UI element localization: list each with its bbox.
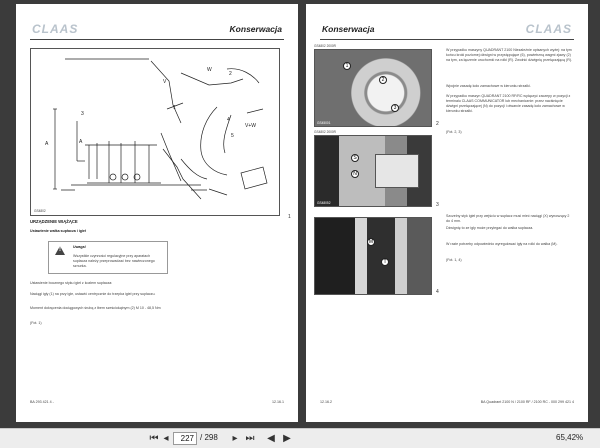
page-header [30, 22, 284, 40]
knotter-diagram [30, 48, 280, 216]
diagram-label-5: 5 [231, 133, 234, 139]
figure-3-id: GS4802 2000R [314, 130, 336, 134]
prev-page-icon[interactable]: ◂ [163, 433, 169, 444]
figure-id: GS4802 [34, 209, 46, 213]
page-number-input[interactable]: 227 [173, 432, 197, 445]
warning-title: Uwaga! [73, 245, 86, 249]
page-total: / 298 [200, 433, 218, 442]
warning-box [48, 241, 168, 274]
first-page-icon[interactable]: ⏮ [149, 433, 159, 444]
text-block-1-p1: W przypadku maszyny QUADRANT 2100 Niezależnie opisanych wyżej: na tym końcu kroki poziomej dźwigni w przystępujące (6), powietrzną wagmi zjawy (2) na tym, za łączenie uruchomić na rolki (R). Zwolnić dźwignię przełączającą (R). [446, 48, 573, 62]
brand-logo: CLAAS [32, 22, 79, 36]
fig4-callout-t: T [381, 258, 389, 266]
knotter-diagram-drawing [31, 49, 280, 216]
fig3-callout-s: S [351, 154, 359, 162]
diagram-label-v-plus-w: V+W [245, 123, 256, 129]
figure-2-code: GS45001 [317, 121, 331, 125]
warning-text: Wszystkie czynności regulacyjne przy aparatach supłacza należy przeprowadzać bez nawleczonego sznurka. [73, 254, 155, 268]
figure-4-number: 4 [436, 289, 439, 295]
knotter-photo [315, 50, 432, 127]
fig2-callout-3: 3 [391, 104, 399, 112]
brand-logo: CLAAS [525, 22, 572, 36]
text-block-2-p3: W razie potrzeby odpowiednio wyregulować igły na rolki do wałka (M). [446, 242, 558, 246]
text-block-2-p2: Dźwignię to ze igły może przylegać do wałka supłacza. [446, 226, 534, 230]
text-block-2-p1: Szczelny styk igieł przy wejściu w supłacz musi mieć naciągi (X) wynoszący 2 do 4 mm. [446, 214, 570, 223]
figure-2-number: 2 [436, 121, 439, 127]
section-subheading: Ustawienie wałka supłacza i igieł [30, 229, 86, 233]
diagram-label-w: W [207, 67, 212, 73]
figure-3-code: GS48052 [317, 201, 331, 205]
photo-figure-3 [314, 135, 432, 207]
footer-doc-code: BA Quadrant 2100 N / 2100 RF / 2100 RC - 000 299 421 4 [480, 400, 574, 404]
section-title: Konserwacja [322, 24, 375, 34]
diagram-label-a-mid: A [79, 139, 83, 145]
next-view-icon[interactable]: ▶ [283, 433, 291, 444]
body-line-4: (Fot. 1) [30, 321, 42, 325]
diagram-label-a-left: A [45, 141, 49, 147]
diagram-label-4: 4 [227, 117, 230, 123]
page-footer [320, 398, 574, 408]
footer-doc-code: BA 293 421 4 - [30, 400, 54, 404]
fig2-callout-1: 1 [343, 62, 351, 70]
photo-figure-2 [314, 49, 432, 127]
previous-view-icon[interactable]: ◀ [267, 433, 275, 444]
fig4-callout-m: M [368, 239, 374, 245]
text-block-1-p2: Wpojnie zasadę koło zamachowe w kierunku strzałki. [446, 84, 531, 88]
figure-number: 1 [288, 214, 291, 220]
diagram-label-2: 2 [229, 71, 232, 77]
photo-figure-4 [314, 217, 432, 295]
right-page [306, 4, 588, 422]
section-heading: URZĄDZENIE WIĄŻĄCE [30, 219, 78, 224]
page-header [320, 22, 574, 40]
diagram-label-3: 3 [81, 111, 84, 117]
next-page-icon[interactable]: ▸ [232, 433, 238, 444]
pdf-toolbar [0, 428, 600, 448]
warning-icon [55, 246, 65, 255]
section-title: Konserwacja [229, 24, 282, 34]
diagram-label-1: 1 [173, 105, 176, 111]
zoom-readout[interactable]: 65,42% [556, 433, 584, 442]
figure-3-number: 3 [436, 202, 439, 208]
body-line-1: Ustawienie bocznego styku igieł z kozłem supłacza: [30, 281, 113, 285]
needle-photo [315, 218, 432, 295]
text-block-2-p4: (Fot. 1, 4) [446, 258, 462, 262]
figure-2-id: GS4802 2000R [314, 44, 336, 48]
fig3-callout-n: N [351, 170, 359, 178]
footer-page-number: 12.16.2 [320, 400, 332, 404]
diagram-label-v: V [163, 79, 167, 85]
lever-plate [375, 154, 419, 188]
left-page [16, 4, 298, 422]
body-line-3: Moment dokręcenia dociągowych śrubą z łbem sześciokątnym (2) M 10 - 48,5 Nm [30, 306, 161, 310]
body-line-2: Naciągi igły (1) na przy igle, ustawić centrycznie do trzepka igieł przy supłaczu. [30, 292, 156, 296]
footer-page-number: 12.16.1 [272, 400, 284, 404]
fig2-callout-2: 2 [379, 76, 387, 84]
page-footer [30, 398, 284, 408]
last-page-icon[interactable]: ⏭ [245, 433, 255, 444]
text-block-1-p4: (Fot. 2, 3) [446, 130, 462, 134]
text-block-1-p3: W przypadku maszyn QUADRANT 2100 RF/RC wyłączyć zaczepy w pozycji z terminalu CLAAS COMMUNICATOR lub mechanicznie: przez naciśnięcie dźwigni przełączającej (N) do pozycji i otwarcie zasadę koło zamachowe w kierunku strzałki. [446, 94, 571, 113]
